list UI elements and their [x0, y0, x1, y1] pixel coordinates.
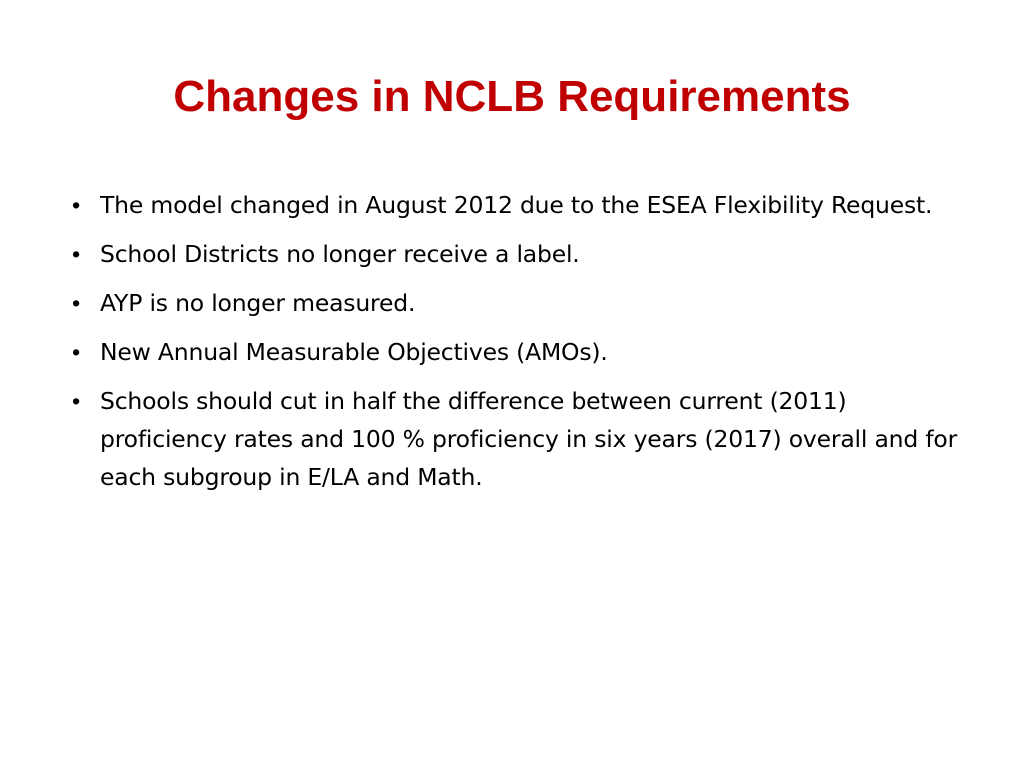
bullet-text: The model changed in August 2012 due to the ESEA Flexibility Request. — [100, 191, 933, 219]
bullet-dot-icon: • — [72, 388, 81, 414]
bullet-item — [72, 186, 972, 224]
bullet-text: School Districts no longer receive a label. — [100, 240, 580, 268]
bullet-dot-icon: • — [72, 339, 81, 365]
bullet-item — [72, 382, 972, 496]
bullet-list — [72, 186, 972, 507]
bullet-item — [72, 235, 972, 273]
bullet-text: AYP is no longer measured. — [100, 289, 416, 317]
bullet-dot-icon: • — [72, 290, 81, 316]
bullet-dot-icon: • — [72, 241, 81, 267]
slide-title: Changes in NCLB Requirements — [173, 72, 851, 121]
bullet-item — [72, 284, 972, 322]
bullet-text: New Annual Measurable Objectives (AMOs). — [100, 338, 608, 366]
bullet-item — [72, 333, 972, 371]
bullet-dot-icon: • — [72, 192, 81, 218]
bullet-text: Schools should cut in half the difference between current (2011) proficiency rates and 100 % proficiency in six years (2017) overall and for each subgroup in E/LA and Math. — [100, 387, 958, 491]
